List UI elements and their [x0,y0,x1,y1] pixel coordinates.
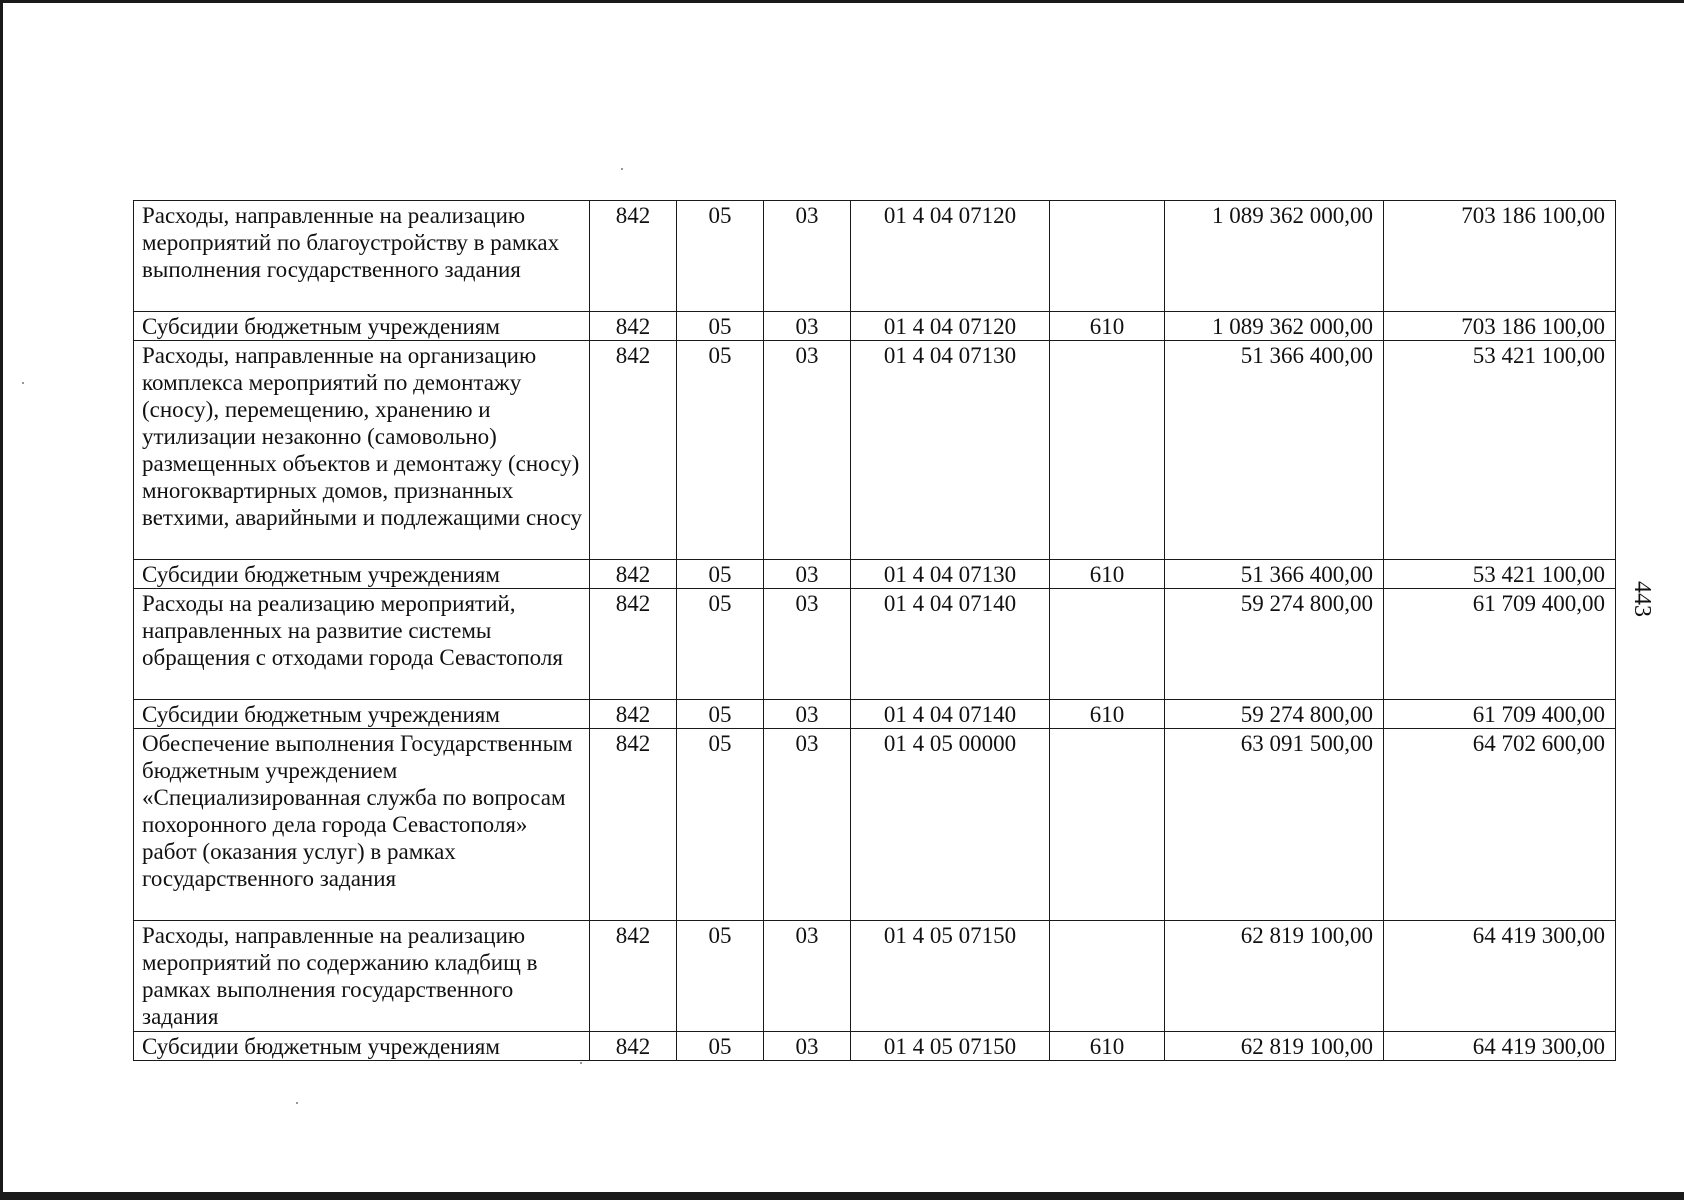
subsection-code-cell: 03 [764,921,851,1032]
expense-type-cell [1050,201,1165,312]
table-row [134,589,1616,700]
expense-name-cell: Расходы, направленные на реализацию мероприятий по благоустройству в рамках выполнения государственного задания [134,201,590,312]
target-article-cell: 01 4 04 07140 [851,700,1050,729]
department-code-cell: 842 [590,341,677,560]
page-border-top [0,0,1684,3]
expense-name-cell: Обеспечение выполнения Государственным бюджетным учреждением «Специализированная служба по вопросам похоронного дела города Севастополя» работ (оказания услуг) в рамках государственного задания [134,729,590,921]
subsection-code-cell: 03 [764,1032,851,1061]
amount-year2-cell: 64 702 600,00 [1384,729,1616,921]
page-number: 443 [1629,581,1655,617]
expense-name-cell: Субсидии бюджетным учреждениям [134,312,590,341]
amount-year2-cell: 61 709 400,00 [1384,700,1616,729]
table-row [134,1032,1616,1061]
amount-year2-cell: 703 186 100,00 [1384,201,1616,312]
section-code-cell: 05 [677,921,764,1032]
amount-year1-cell: 1 089 362 000,00 [1165,201,1384,312]
expense-type-cell: 610 [1050,1032,1165,1061]
target-article-cell: 01 4 04 07130 [851,341,1050,560]
section-code-cell: 05 [677,560,764,589]
target-article-cell: 01 4 04 07120 [851,201,1050,312]
expense-type-cell: 610 [1050,700,1165,729]
section-code-cell: 05 [677,700,764,729]
expense-type-cell [1050,729,1165,921]
amount-year1-cell: 62 819 100,00 [1165,1032,1384,1061]
target-article-cell: 01 4 05 00000 [851,729,1050,921]
amount-year1-cell: 63 091 500,00 [1165,729,1384,921]
amount-year2-cell: 53 421 100,00 [1384,560,1616,589]
department-code-cell: 842 [590,201,677,312]
table-row [134,921,1616,1032]
department-code-cell: 842 [590,560,677,589]
section-code-cell: 05 [677,729,764,921]
department-code-cell: 842 [590,729,677,921]
scan-speck [621,168,623,170]
amount-year1-cell: 51 366 400,00 [1165,341,1384,560]
expense-type-cell [1050,921,1165,1032]
table-row [134,201,1616,312]
scan-speck [22,382,24,384]
section-code-cell: 05 [677,312,764,341]
department-code-cell: 842 [590,312,677,341]
amount-year1-cell: 51 366 400,00 [1165,560,1384,589]
section-code-cell: 05 [677,201,764,312]
expense-type-cell [1050,589,1165,700]
scan-speck [580,1062,582,1064]
expense-type-cell: 610 [1050,312,1165,341]
target-article-cell: 01 4 05 07150 [851,921,1050,1032]
amount-year2-cell: 53 421 100,00 [1384,341,1616,560]
table-row [134,341,1616,560]
expense-name-cell: Субсидии бюджетным учреждениям [134,560,590,589]
amount-year1-cell: 1 089 362 000,00 [1165,312,1384,341]
target-article-cell: 01 4 04 07120 [851,312,1050,341]
expense-name-cell: Расходы, направленные на реализацию мероприятий по содержанию кладбищ в рамках выполнения государственного задания [134,921,590,1032]
subsection-code-cell: 03 [764,312,851,341]
target-article-cell: 01 4 05 07150 [851,1032,1050,1061]
table-row [134,729,1616,921]
subsection-code-cell: 03 [764,201,851,312]
expense-type-cell [1050,341,1165,560]
page-border-bottom [0,1192,1684,1200]
section-code-cell: 05 [677,1032,764,1061]
subsection-code-cell: 03 [764,560,851,589]
subsection-code-cell: 03 [764,589,851,700]
expense-name-cell: Субсидии бюджетным учреждениям [134,700,590,729]
department-code-cell: 842 [590,700,677,729]
expense-name-cell: Расходы на реализацию мероприятий, направленных на развитие системы обращения с отходами города Севастополя [134,589,590,700]
amount-year2-cell: 61 709 400,00 [1384,589,1616,700]
section-code-cell: 05 [677,589,764,700]
amount-year2-cell: 703 186 100,00 [1384,312,1616,341]
department-code-cell: 842 [590,921,677,1032]
amount-year2-cell: 64 419 300,00 [1384,921,1616,1032]
expense-name-cell: Расходы, направленные на организацию комплекса мероприятий по демонтажу (сносу), перемещению, хранению и утилизации незаконно (самовольно) размещенных объектов и демонтажу (сносу) многоквартирных домов, признанных ветхими, аварийными и подлежащими сносу [134,341,590,560]
amount-year1-cell: 59 274 800,00 [1165,700,1384,729]
amount-year1-cell: 59 274 800,00 [1165,589,1384,700]
section-code-cell: 05 [677,341,764,560]
budget-expenditure-table [133,200,1616,1061]
table-row [134,560,1616,589]
target-article-cell: 01 4 04 07130 [851,560,1050,589]
scan-speck [296,1102,298,1104]
table-row [134,700,1616,729]
amount-year2-cell: 64 419 300,00 [1384,1032,1616,1061]
expense-type-cell: 610 [1050,560,1165,589]
subsection-code-cell: 03 [764,700,851,729]
department-code-cell: 842 [590,589,677,700]
expense-name-cell: Субсидии бюджетным учреждениям [134,1032,590,1061]
subsection-code-cell: 03 [764,341,851,560]
subsection-code-cell: 03 [764,729,851,921]
table-row [134,312,1616,341]
target-article-cell: 01 4 04 07140 [851,589,1050,700]
page-border-left [0,0,3,1200]
amount-year1-cell: 62 819 100,00 [1165,921,1384,1032]
department-code-cell: 842 [590,1032,677,1061]
